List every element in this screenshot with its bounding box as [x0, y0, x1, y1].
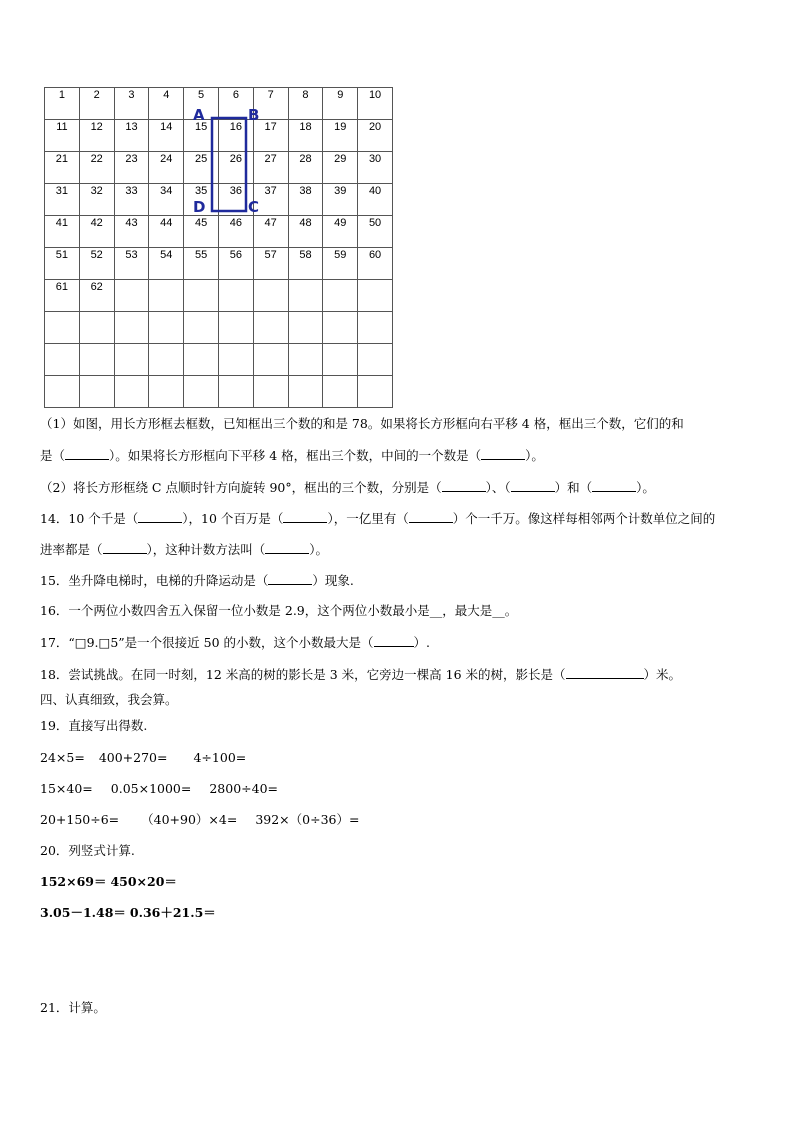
grid-cell-number: 6	[232, 89, 239, 101]
grid-cell-number: 12	[90, 121, 103, 133]
answer-blank[interactable]	[265, 541, 309, 554]
grid-cell	[149, 88, 184, 120]
grid-cell-number: 19	[334, 121, 347, 133]
q13-part1-text2b: ）。如果将长方形框向下平移 4 格，框出三个数，中间的一个数是（	[109, 448, 482, 463]
grid-cell-number: 60	[368, 249, 382, 261]
grid-row	[45, 152, 393, 184]
grid-cell-number: 46	[229, 217, 242, 229]
grid-cell	[79, 376, 114, 408]
q19-item: 400+270=	[98, 750, 168, 765]
grid-row	[45, 216, 393, 248]
grid-cell	[114, 376, 149, 408]
grid-cell-number: 2	[93, 89, 100, 101]
grid-cell	[323, 248, 358, 280]
q14-text-f: ），这种计数方法叫（	[146, 542, 266, 557]
q20-row-1	[40, 874, 177, 890]
q19-item: 2800÷40=	[209, 781, 279, 796]
grid-cell	[218, 344, 253, 376]
grid-cell-number: 38	[299, 185, 312, 197]
q20-item: 152×69＝	[40, 874, 107, 889]
q13-part2-text-a: （2）将长方形框绕 C 点顺时针方向旋转 90°，框出的三个数，分别是（	[40, 480, 442, 495]
grid-cell	[323, 312, 358, 344]
grid-cell	[323, 152, 358, 184]
grid-cell	[253, 248, 288, 280]
grid-cell	[79, 120, 114, 152]
q19-item: 4÷100=	[193, 750, 247, 765]
grid-cell-number: 21	[55, 153, 69, 165]
grid-cell-number: 28	[299, 153, 312, 165]
label-a: A	[193, 106, 205, 124]
q18-text-b: ）米。	[643, 667, 682, 682]
grid-cell-number: 26	[229, 153, 242, 165]
grid-cell	[45, 248, 80, 280]
grid-cell-number: 55	[194, 249, 208, 261]
grid-cell	[45, 280, 80, 312]
grid-cell	[323, 88, 358, 120]
q14-text-g: ）。	[309, 542, 329, 557]
grid-cell-number: 49	[334, 217, 347, 229]
label-b: B	[248, 106, 260, 124]
grid-cell	[149, 280, 184, 312]
grid-cell	[45, 312, 80, 344]
grid-cell-number: 59	[334, 249, 347, 261]
q19-item: 15×40=	[40, 781, 93, 796]
grid-cell	[149, 376, 184, 408]
grid-cell	[358, 312, 393, 344]
grid-cell	[184, 248, 219, 280]
grid-cell	[184, 152, 219, 184]
answer-blank[interactable]	[511, 479, 555, 492]
grid-row	[45, 120, 393, 152]
q18-text-a: 18．尝试挑战。在同一时刻，12 米高的树的影长是 3 米，它旁边一棵高 16 米的树，影长是（	[40, 667, 566, 682]
grid-cell-number: 8	[302, 89, 309, 101]
number-grid	[44, 87, 382, 397]
q18-line	[40, 666, 681, 683]
q13-part1-line1	[40, 416, 684, 432]
q13-part2-text-b: ）、（	[485, 480, 511, 495]
number-grid-table	[44, 87, 393, 408]
grid-cell	[184, 312, 219, 344]
q17-line	[40, 634, 430, 651]
grid-cell	[45, 120, 80, 152]
grid-row	[45, 88, 393, 120]
q13-part2-text-d: ）。	[636, 480, 655, 495]
grid-cell-number: 13	[125, 121, 138, 133]
section4-title-text: 四、认真细致，我会算。	[40, 692, 178, 707]
q15-text-b: ）现象.	[312, 573, 354, 588]
grid-cell-number: 39	[334, 185, 347, 197]
section4-title	[40, 692, 178, 708]
q15-text-a: 15．坐升降电梯时，电梯的升降运动是（	[40, 573, 269, 588]
grid-cell	[184, 216, 219, 248]
grid-cell	[149, 120, 184, 152]
grid-cell	[253, 280, 288, 312]
grid-cell	[288, 88, 323, 120]
grid-cell	[218, 312, 253, 344]
grid-cell-number: 24	[160, 153, 173, 165]
grid-cell	[288, 344, 323, 376]
grid-cell	[358, 184, 393, 216]
grid-cell-number: 3	[128, 89, 135, 101]
grid-cell	[358, 88, 393, 120]
grid-cell-number: 29	[334, 153, 347, 165]
grid-cell	[323, 280, 358, 312]
grid-cell	[253, 152, 288, 184]
answer-blank[interactable]	[566, 666, 644, 679]
grid-cell	[79, 88, 114, 120]
q16-text: 16．一个两位小数四舍五入保留一位小数是 2.9，这个两位小数最小是__，最大是__。	[40, 603, 518, 618]
grid-cell-number: 20	[368, 121, 382, 133]
grid-cell	[45, 376, 80, 408]
grid-cell-number: 45	[194, 217, 208, 229]
grid-cell-number: 27	[264, 153, 277, 165]
grid-cell-number: 57	[264, 249, 277, 261]
grid-cell-number: 37	[264, 185, 277, 197]
answer-blank[interactable]	[65, 447, 109, 460]
grid-cell	[358, 248, 393, 280]
q20-item: 0.36＋21.5＝	[129, 905, 216, 920]
grid-cell-number: 43	[125, 217, 138, 229]
grid-cell	[288, 248, 323, 280]
answer-blank[interactable]	[138, 510, 182, 523]
answer-blank[interactable]	[268, 572, 312, 585]
grid-cell	[253, 184, 288, 216]
grid-cell	[253, 120, 288, 152]
q20-item: 3.05－1.48＝	[40, 905, 126, 920]
grid-cell-number: 40	[368, 185, 382, 197]
grid-cell-number: 61	[55, 281, 69, 293]
q14-text-c: ），一亿里有（	[327, 511, 409, 526]
answer-blank[interactable]	[374, 634, 414, 647]
answer-blank[interactable]	[103, 541, 147, 554]
q21-title	[40, 1000, 106, 1016]
grid-cell	[323, 344, 358, 376]
grid-cell	[253, 312, 288, 344]
grid-row	[45, 344, 393, 376]
grid-cell	[149, 312, 184, 344]
grid-cell-number: 7	[267, 89, 274, 101]
grid-cell	[288, 216, 323, 248]
grid-cell-number: 16	[229, 121, 242, 133]
q19-title-text: 19．直接写出得数.	[40, 718, 148, 733]
q16-line	[40, 603, 517, 619]
q14-text-d: ）个一千万。像这样每相邻两个计数单位之间的	[452, 511, 716, 526]
grid-cell	[45, 216, 80, 248]
q14-line2	[40, 541, 328, 558]
grid-row	[45, 376, 393, 408]
grid-cell	[45, 152, 80, 184]
grid-cell	[218, 88, 253, 120]
grid-cell	[184, 376, 219, 408]
grid-cell	[79, 280, 114, 312]
grid-cell-number: 32	[90, 185, 103, 197]
grid-cell-number: 22	[90, 153, 103, 165]
grid-row	[45, 280, 393, 312]
grid-cell	[358, 344, 393, 376]
q19-item: 20+150÷6=	[40, 812, 120, 827]
grid-cell	[79, 248, 114, 280]
q13-part2-line	[40, 479, 655, 496]
grid-cell	[253, 216, 288, 248]
grid-cell	[184, 344, 219, 376]
grid-cell	[149, 152, 184, 184]
q20-title	[40, 843, 135, 859]
grid-cell	[288, 120, 323, 152]
answer-blank[interactable]	[409, 510, 453, 523]
grid-cell-number: 33	[125, 185, 138, 197]
answer-blank[interactable]	[283, 510, 327, 523]
grid-row	[45, 184, 393, 216]
q13-part1-text2a: 是（	[40, 448, 66, 463]
grid-cell	[323, 216, 358, 248]
grid-cell	[114, 312, 149, 344]
q17-text-b: ）.	[413, 635, 431, 650]
q17-text-a: 17．“□9.□5”是一个很接近 50 的小数，这个小数最大是（	[40, 635, 374, 650]
grid-cell-number: 30	[368, 153, 382, 165]
grid-cell	[79, 152, 114, 184]
label-c: C	[248, 198, 260, 216]
q14-text-e: 进率都是（	[40, 542, 103, 557]
grid-cell	[288, 152, 323, 184]
grid-cell-number: 1	[58, 89, 65, 101]
grid-cell	[114, 280, 149, 312]
grid-cell	[218, 120, 253, 152]
q14-text-b: ），10 个百万是（	[182, 511, 284, 526]
q14-text-a: 14．10 个千是（	[40, 511, 139, 526]
grid-cell	[358, 120, 393, 152]
grid-cell	[149, 344, 184, 376]
grid-cell	[79, 216, 114, 248]
grid-cell-number: 56	[229, 249, 242, 261]
grid-cell-number: 41	[55, 217, 69, 229]
grid-cell-number: 5	[198, 89, 205, 101]
grid-cell	[184, 120, 219, 152]
grid-cell	[253, 344, 288, 376]
grid-cell	[323, 376, 358, 408]
grid-cell	[218, 152, 253, 184]
grid-cell-number: 52	[90, 249, 103, 261]
q19-row-1	[40, 750, 246, 766]
grid-cell	[79, 344, 114, 376]
grid-cell-number: 11	[56, 121, 68, 133]
q20-item: 450×20＝	[110, 874, 177, 889]
grid-cell	[218, 376, 253, 408]
grid-cell	[358, 280, 393, 312]
grid-cell	[358, 376, 393, 408]
grid-cell	[114, 120, 149, 152]
grid-cell	[288, 312, 323, 344]
grid-cell	[323, 184, 358, 216]
q14-line1	[40, 510, 715, 527]
grid-cell	[184, 88, 219, 120]
grid-cell	[45, 88, 80, 120]
grid-cell	[184, 280, 219, 312]
grid-cell	[114, 248, 149, 280]
grid-cell	[149, 248, 184, 280]
grid-cell	[114, 344, 149, 376]
grid-cell-number: 50	[368, 217, 382, 229]
answer-blank[interactable]	[592, 479, 636, 492]
grid-cell-number: 54	[160, 249, 173, 261]
grid-cell	[218, 280, 253, 312]
q21-title-text: 21．计算。	[40, 1000, 106, 1015]
grid-cell	[79, 312, 114, 344]
grid-cell	[114, 88, 149, 120]
grid-cell-number: 4	[163, 89, 170, 101]
grid-cell-number: 23	[125, 153, 138, 165]
grid-cell	[45, 184, 80, 216]
grid-cell-number: 58	[299, 249, 312, 261]
q20-row-2	[40, 905, 216, 921]
grid-cell	[218, 184, 253, 216]
grid-cell	[288, 376, 323, 408]
grid-cell-number: 62	[90, 281, 103, 293]
grid-cell-number: 31	[55, 185, 69, 197]
grid-cell	[114, 216, 149, 248]
grid-cell	[114, 152, 149, 184]
grid-cell-number: 35	[194, 185, 208, 197]
grid-cell-number: 42	[90, 217, 103, 229]
grid-cell	[114, 184, 149, 216]
q19-item: 24×5=	[40, 750, 85, 765]
grid-cell-number: 44	[160, 217, 173, 229]
grid-cell	[184, 184, 219, 216]
grid-cell-number: 18	[299, 121, 312, 133]
grid-cell-number: 17	[264, 121, 277, 133]
grid-cell-number: 14	[160, 121, 173, 133]
grid-cell	[79, 184, 114, 216]
grid-cell	[218, 216, 253, 248]
grid-cell	[253, 88, 288, 120]
q13-part1-text2c: ）。	[525, 448, 544, 463]
q19-title	[40, 718, 147, 734]
grid-row	[45, 248, 393, 280]
q19-row-3	[40, 812, 359, 828]
grid-cell-number: 9	[337, 89, 344, 101]
grid-cell	[288, 184, 323, 216]
grid-cell-number: 10	[368, 89, 382, 101]
q20-title-text: 20．列竖式计算.	[40, 843, 135, 858]
grid-cell-number: 51	[55, 249, 69, 261]
q13-part1-text1: （1）如图，用长方形框去框数，已知框出三个数的和是 78。如果将长方形框向右平移 4 格，框出三个数，它们的和	[40, 416, 684, 431]
grid-cell	[253, 376, 288, 408]
q19-item: 0.05×1000=	[110, 781, 192, 796]
grid-cell	[358, 152, 393, 184]
grid-cell	[149, 216, 184, 248]
q15-line	[40, 572, 354, 589]
grid-cell-number: 47	[264, 217, 277, 229]
grid-cell-number: 36	[229, 185, 242, 197]
q19-row-2	[40, 781, 278, 797]
grid-cell	[358, 216, 393, 248]
grid-cell	[323, 120, 358, 152]
grid-cell-number: 15	[194, 121, 208, 133]
grid-cell-number: 34	[160, 185, 173, 197]
grid-row	[45, 312, 393, 344]
grid-cell	[288, 280, 323, 312]
grid-cell	[218, 248, 253, 280]
grid-cell-number: 25	[194, 153, 208, 165]
q13-part1-line2	[40, 447, 544, 464]
q19-item: 392×（0÷36）=	[255, 812, 360, 827]
q13-part2-text-c: ）和（	[554, 480, 593, 495]
grid-cell-number: 53	[125, 249, 138, 261]
grid-cell	[45, 344, 80, 376]
answer-blank[interactable]	[442, 479, 486, 492]
q19-item: （40+90）×4=	[141, 812, 238, 827]
answer-blank[interactable]	[481, 447, 525, 460]
label-d: D	[193, 198, 206, 216]
grid-cell-number: 48	[299, 217, 312, 229]
grid-cell	[149, 184, 184, 216]
